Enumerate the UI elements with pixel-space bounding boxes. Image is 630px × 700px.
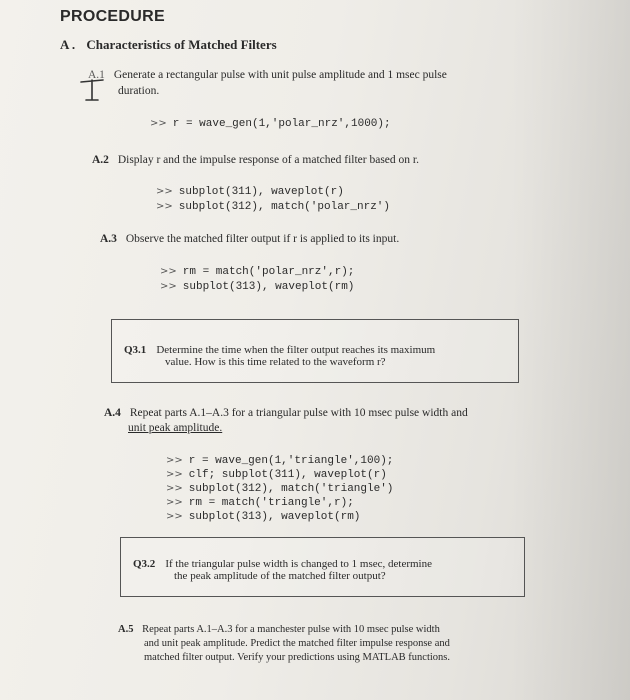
- prompt-arrow-icon: >>: [156, 186, 173, 197]
- a1-text-cont: duration.: [118, 85, 160, 97]
- a4-text-cont: unit peak amplitude.: [128, 422, 223, 434]
- q31-line-1: Q3.1 Determine the time when the filter output reaches its maximum: [124, 344, 436, 356]
- a2-code-line-1: >> subplot(311), waveplot(r): [156, 186, 344, 198]
- a4-code-line-1: >> r = wave_gen(1,'triangle',100);: [166, 455, 394, 467]
- q31-line-2: value. How is this time related to the waveform r?: [165, 356, 386, 368]
- prompt-arrow-icon: >>: [166, 497, 183, 508]
- a5-text: A.5 Repeat parts A.1–A.3 for a manchester pulse with 10 msec pulse width: [118, 624, 440, 635]
- a4-text: A.4 Repeat parts A.1–A.3 for a triangular pulse with 10 msec pulse width and: [104, 407, 468, 419]
- a3-code-line-1: >> rm = match('polar_nrz',r);: [160, 266, 355, 278]
- photo-shadow: [510, 0, 630, 700]
- page-title: PROCEDURE: [60, 8, 165, 25]
- question-box-q31: [111, 319, 519, 383]
- a4-code-line-3: >> subplot(312), match('triangle'): [166, 483, 394, 495]
- question-box-q32: [120, 537, 525, 597]
- section-heading: [60, 37, 277, 53]
- prompt-arrow-icon: >>: [160, 266, 177, 277]
- a5-text-cont-2: matched filter output. Verify your predictions using MATLAB functions.: [144, 652, 451, 663]
- prompt-arrow-icon: >>: [160, 281, 177, 292]
- a4-code-line-5: >> subplot(313), waveplot(rm): [166, 511, 361, 523]
- prompt-arrow-icon: >>: [166, 483, 183, 494]
- section-title: Characteristics of Matched Filters: [86, 37, 277, 52]
- prompt-arrow-icon: >>: [156, 201, 173, 212]
- q32-line-2: the peak amplitude of the matched filter output?: [174, 570, 386, 582]
- prompt-arrow-icon: >>: [166, 511, 183, 522]
- section-label: A .: [60, 37, 76, 52]
- a3-text: A.3 Observe the matched filter output if r is applied to its input.: [100, 233, 400, 245]
- a5-text-cont-1: and unit peak amplitude. Predict the matched filter impulse response and: [144, 638, 450, 649]
- a3-code-line-2: >> subplot(313), waveplot(rm): [160, 281, 355, 293]
- a4-code-line-4: >> rm = match('triangle',r);: [166, 497, 354, 509]
- a1-text: A.1 Generate a rectangular pulse with unit pulse amplitude and 1 msec pulse: [88, 69, 447, 81]
- a2-code-line-2: >> subplot(312), match('polar_nrz'): [156, 201, 390, 213]
- a1-code-line: >> r = wave_gen(1,'polar_nrz',1000);: [150, 118, 391, 130]
- a2-text: A.2 Display r and the impulse response of a matched filter based on r.: [92, 154, 419, 166]
- prompt-arrow-icon: >>: [166, 455, 183, 466]
- a4-code-line-2: >> clf; subplot(311), waveplot(r): [166, 469, 387, 481]
- prompt-arrow-icon: >>: [150, 118, 167, 129]
- q32-line-1: Q3.2 If the triangular pulse width is changed to 1 msec, determine: [133, 558, 432, 570]
- prompt-arrow-icon: >>: [166, 469, 183, 480]
